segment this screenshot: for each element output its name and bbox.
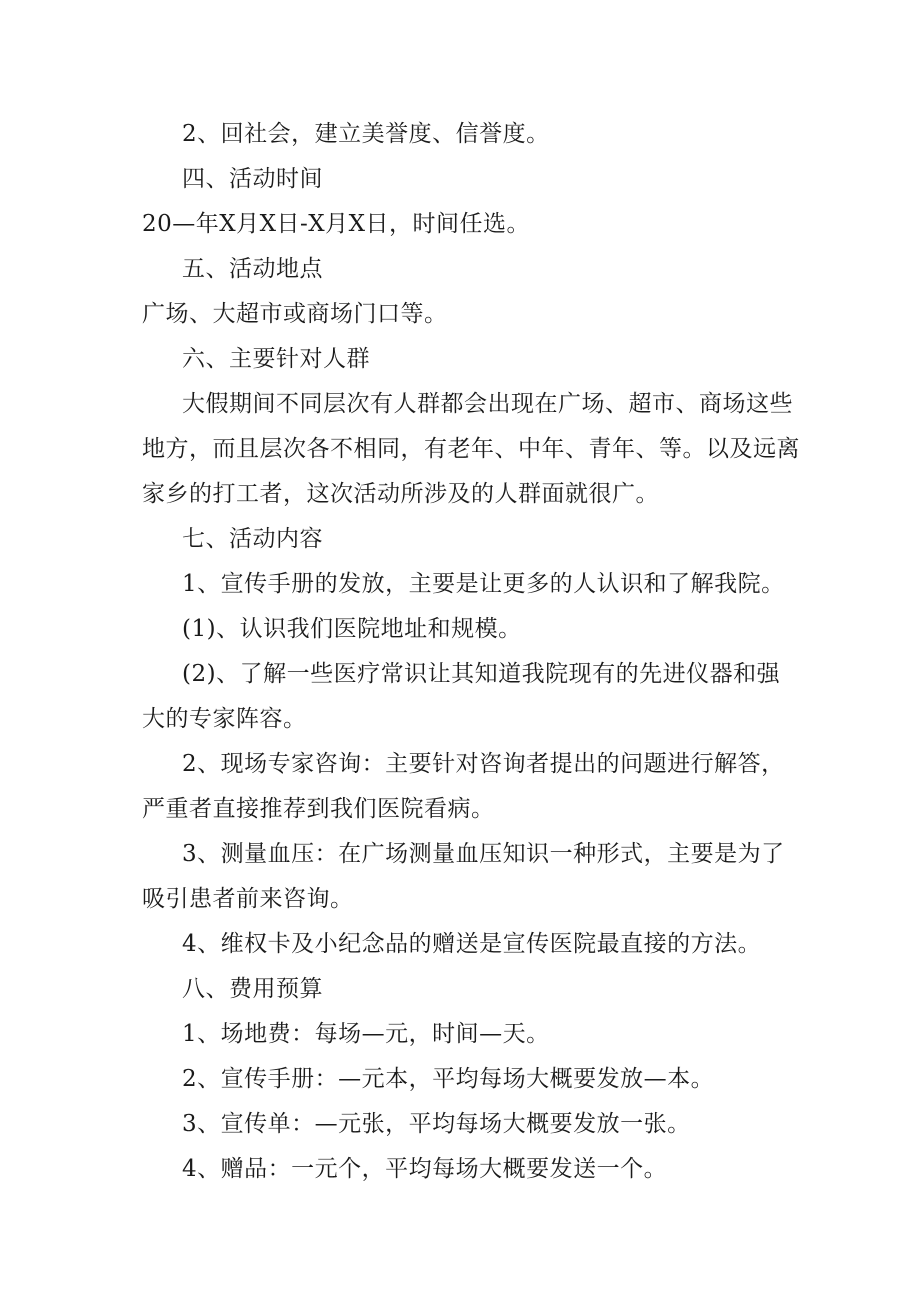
paragraph-line: 地方，而且层次各不相同，有老年、中年、青年、等。以及远离 [142,436,800,462]
paragraph-line: 3、宣传单：—元张，平均每场大概要发放一张。 [182,1111,691,1137]
paragraph-line: (2)、了解一些医疗常识让其知道我院现有的先进仪器和强 [182,661,781,687]
paragraph-line: 4、赠品：一元个，平均每场大概要发送一个。 [182,1156,668,1182]
section-heading-activity-location: 五、活动地点 [182,256,323,282]
paragraph-line: (1)、认识我们医院地址和规模。 [182,616,522,642]
paragraph-line: 1、场地费：每场—元，时间—天。 [182,1021,550,1047]
paragraph-line: 严重者直接推荐到我们医院看病。 [142,796,495,822]
paragraph-line: 20—年X月X日-X月X日，时间任选。 [142,211,531,237]
section-heading-budget: 八、费用预算 [182,976,323,1002]
paragraph-line: 2、回社会，建立美誉度、信誉度。 [182,121,550,147]
paragraph-line: 家乡的打工者，这次活动所涉及的人群面就很广。 [142,481,659,507]
section-heading-activity-content: 七、活动内容 [182,526,323,552]
paragraph-line: 3、测量血压：在广场测量血压知识一种形式，主要是为了 [182,841,785,867]
paragraph-line: 吸引患者前来咨询。 [142,886,354,912]
paragraph-line: 广场、大超市或商场门口等。 [142,301,448,327]
paragraph-line: 2、现场专家咨询：主要针对咨询者提出的问题进行解答， [182,751,785,777]
paragraph-line: 2、宣传手册：—元本，平均每场大概要发放—本。 [182,1066,715,1092]
section-heading-activity-time: 四、活动时间 [182,166,323,192]
paragraph-line: 大假期间不同层次有人群都会出现在广场、超市、商场这些 [182,391,793,417]
paragraph-line: 大的专家阵容。 [142,706,307,732]
section-heading-target-audience: 六、主要针对人群 [182,346,370,372]
paragraph-line: 1、宣传手册的发放，主要是让更多的人认识和了解我院。 [182,571,785,597]
paragraph-line: 4、维权卡及小纪念品的赠送是宣传医院最直接的方法。 [182,931,762,957]
